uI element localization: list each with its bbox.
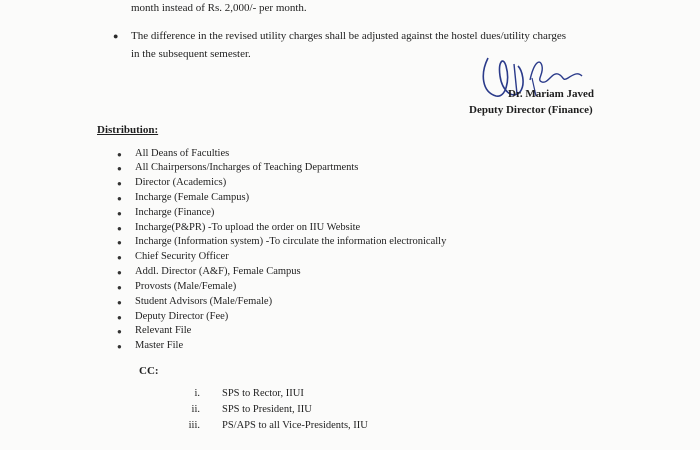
paragraph-line: month instead of Rs. 2,000/- per month. (131, 2, 307, 14)
cc-number: ii. (191, 404, 200, 415)
list-item: Deputy Director (Fee) (135, 311, 229, 322)
distribution-heading: Distribution: (97, 124, 159, 136)
bullet-icon: ● (117, 164, 122, 173)
cc-item: PS/APS to all Vice-Presidents, IIU (222, 420, 368, 431)
bullet-icon: ● (117, 327, 122, 336)
signatory-name: Dr. Mariam Javed (508, 88, 595, 100)
bullet-icon: ● (117, 209, 122, 218)
cc-item: SPS to President, IIU (222, 404, 312, 415)
bullet-icon: ● (117, 313, 122, 322)
cc-number: iii. (188, 420, 200, 431)
list-item: Incharge (Female Campus) (135, 192, 250, 203)
list-item: Addl. Director (A&F), Female Campus (135, 266, 301, 277)
list-item: All Deans of Faculties (135, 148, 230, 159)
list-item: Incharge (Finance) (135, 207, 215, 218)
bullet-icon: ● (117, 283, 122, 292)
bullet-icon: ● (117, 194, 122, 203)
bullet-icon: ● (117, 179, 122, 188)
cc-item: SPS to Rector, IIUI (222, 388, 304, 399)
list-item: Provosts (Male/Female) (135, 281, 237, 292)
bullet-icon: ● (117, 268, 122, 277)
list-item: Incharge(P&PR) -To upload the order on IIU Website (135, 222, 361, 233)
list-item: Chief Security Officer (135, 251, 229, 262)
list-item: Master File (135, 340, 184, 351)
bullet-icon: ● (117, 238, 122, 247)
bullet-icon: ● (113, 31, 119, 41)
cc-heading: CC: (139, 365, 159, 377)
list-item: All Chairpersons/Incharges of Teaching Departments (135, 162, 359, 173)
paragraph-line: The difference in the revised utility charges shall be adjusted against the hostel dues/utility charges (131, 30, 566, 42)
bullet-icon: ● (117, 253, 122, 262)
cc-number: i. (194, 388, 200, 399)
bullet-icon: ● (117, 298, 122, 307)
list-item: Director (Academics) (135, 177, 227, 188)
bullet-icon: ● (117, 224, 122, 233)
signatory-title: Deputy Director (Finance) (469, 104, 593, 116)
list-item: Student Advisors (Male/Female) (135, 296, 273, 307)
paragraph-line: in the subsequent semester. (131, 48, 251, 60)
list-item: Incharge (Information system) -To circulate the information electronically (135, 236, 447, 247)
bullet-icon: ● (117, 150, 122, 159)
bullet-icon: ● (117, 342, 122, 351)
list-item: Relevant File (135, 325, 192, 336)
